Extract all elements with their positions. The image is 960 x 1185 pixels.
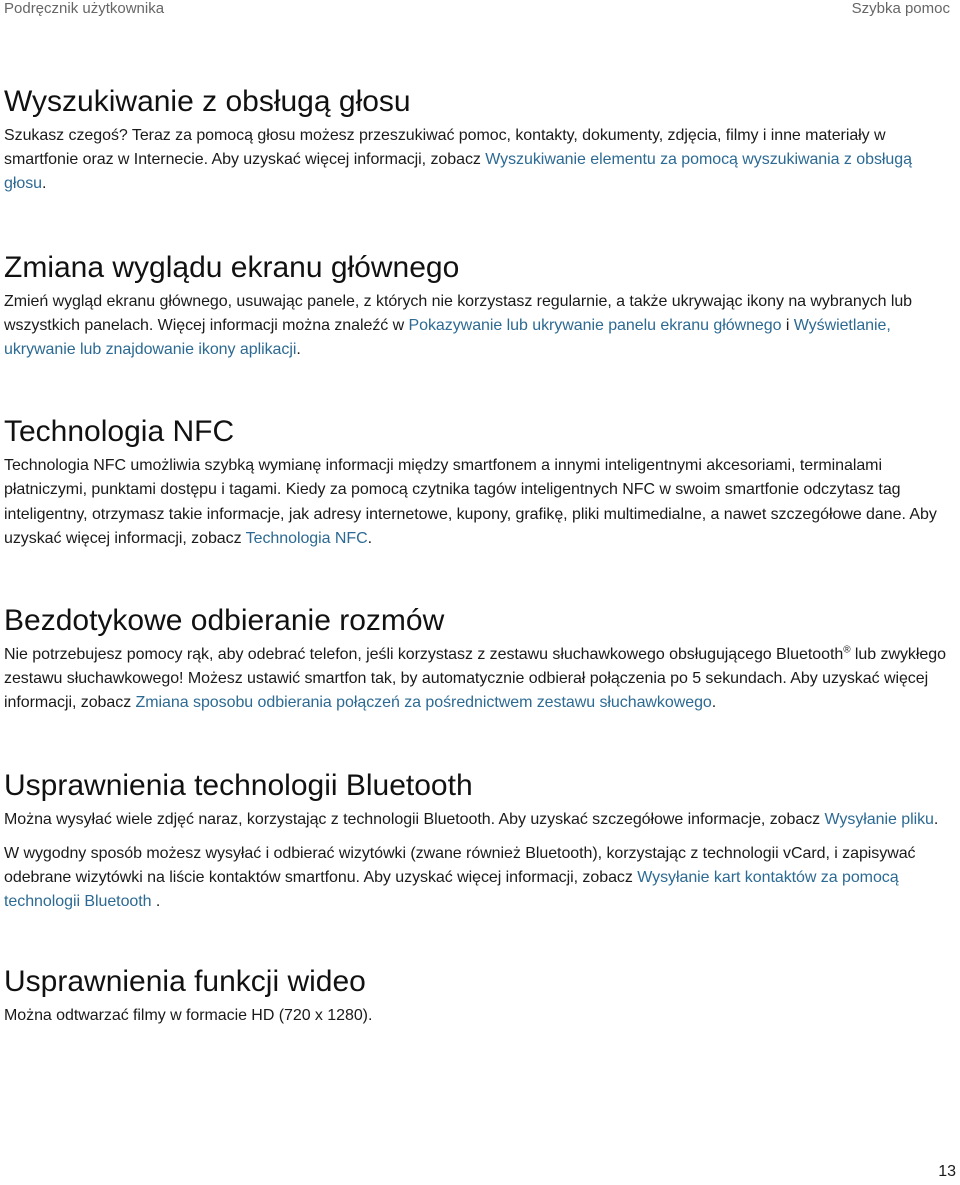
paragraph-text-end: .	[367, 529, 373, 547]
paragraph-text: Można wysyłać wiele zdjęć naraz, korzystając z technologii Bluetooth. Aby uzyskać szczegółowe informacje, zobacz	[4, 810, 825, 828]
section-heading: Wyszukiwanie z obsługą głosu	[4, 85, 411, 118]
section-nfc	[4, 414, 954, 551]
link-show-hide-panel[interactable]: Pokazywanie lub ukrywanie panelu ekranu głównego	[408, 316, 782, 334]
paragraph-text-middle: i	[781, 316, 794, 334]
link-voice-search[interactable]: Wyszukiwanie elementu za pomocą wyszukiwania z obsługą głosu	[4, 151, 912, 193]
registered-mark: ®	[843, 644, 851, 656]
paragraph-text: Nie potrzebujesz pomocy rąk, aby odebrać telefon, jeśli korzystasz z zestawu słuchawkowego obsługującego Bluetooth	[4, 646, 844, 664]
paragraph-text-end: .	[711, 694, 717, 712]
page-content	[4, 84, 954, 1029]
header-section-title: Szybka pomoc	[851, 0, 950, 17]
link-show-hide-app-icon[interactable]: Wyświetlanie, ukrywanie lub znajdowanie ikony aplikacji	[4, 316, 891, 359]
paragraph-text-end: .	[296, 341, 301, 359]
link-send-contact-cards[interactable]: Wysyłanie kart kontaktów za pomocą technologii Bluetooth	[4, 869, 899, 911]
section-heading: Bezdotykowe odbieranie rozmów	[4, 604, 445, 638]
section-heading: Usprawnienia funkcji wideo	[4, 965, 366, 999]
section-heading: Usprawnienia technologii Bluetooth	[4, 768, 473, 802]
running-header	[4, 0, 950, 20]
paragraph-text: Zmień wygląd ekranu głównego, usuwając panele, z których nie korzystasz regularnie, a także ukrywając ikony na wybranych lub wszystkich panelach. Więcej informacji można znaleźć w	[4, 292, 913, 334]
page-number: 13	[938, 1163, 956, 1180]
paragraph-text-middle: lub zwykłego zestawu słuchawkowego! Możesz ustawić smartfon tak, by automatycznie odbierał połączenia po 5 sekundach. Aby uzyskać więcej informacji, zobacz	[4, 646, 946, 712]
section-paragraph	[4, 124, 954, 197]
section-bluetooth	[4, 768, 954, 915]
link-send-file[interactable]: Wysyłanie pliku	[824, 810, 934, 828]
section-paragraph	[4, 1004, 954, 1028]
paragraph-text-end: .	[933, 810, 939, 828]
section-video	[4, 964, 954, 1028]
section-voice-search	[4, 84, 954, 197]
section-paragraph	[4, 808, 954, 832]
section-home-screen	[4, 250, 954, 363]
link-change-answer-method[interactable]: Zmiana sposobu odbierania połączeń za pośrednictwem zestawu słuchawkowego	[135, 694, 712, 712]
paragraph-text: Szukasz czegoś? Teraz za pomocą głosu możesz przeszukiwać pomoc, kontakty, dokumenty, zdjęcia, filmy i inne materiały w smartfonie oraz w Internecie. Aby uzyskać więcej informacji, zobacz	[4, 127, 886, 169]
header-document-title: Podręcznik użytkownika	[4, 0, 165, 17]
section-heading: Technologia NFC	[4, 415, 235, 449]
section-heading: Zmiana wyglądu ekranu głównego	[4, 250, 460, 284]
paragraph-text: W wygodny sposób możesz wysyłać i odbierać wizytówki (zwane również Bluetooth), korzystając z technologii vCard, i zapisywać odebrane wizytówki na liście kontaktów smartfonu. Aby uzyskać więcej informacji, zobacz	[4, 844, 916, 887]
paragraph-text-end: .	[42, 175, 47, 193]
link-nfc[interactable]: Technologia NFC	[245, 529, 368, 547]
paragraph-text: Technologia NFC umożliwia szybką wymianę informacji między smartfonem a innymi inteligentnymi akcesoriami, terminalami płatniczymi, punktami dostępu i tagami. Kiedy za pomocą czytnika tagów inteligentnych NFC w swoim smartfonie odczytasz tag inteligentny, otrzymasz takie informacje, jak adresy internetowe, kupony, grafikę, pliki multimedialne, a nawet szczegółowe dane. Aby uzyskać więcej informacji, zobacz	[4, 457, 937, 547]
paragraph-text: Można odtwarzać filmy w formacie HD (720 x 1280).	[4, 1007, 373, 1025]
section-paragraph	[4, 842, 954, 915]
section-paragraph	[4, 454, 954, 551]
paragraph-text-end: .	[151, 893, 161, 911]
section-handsfree-answer	[4, 603, 954, 716]
section-paragraph	[4, 643, 954, 716]
section-paragraph	[4, 290, 954, 363]
